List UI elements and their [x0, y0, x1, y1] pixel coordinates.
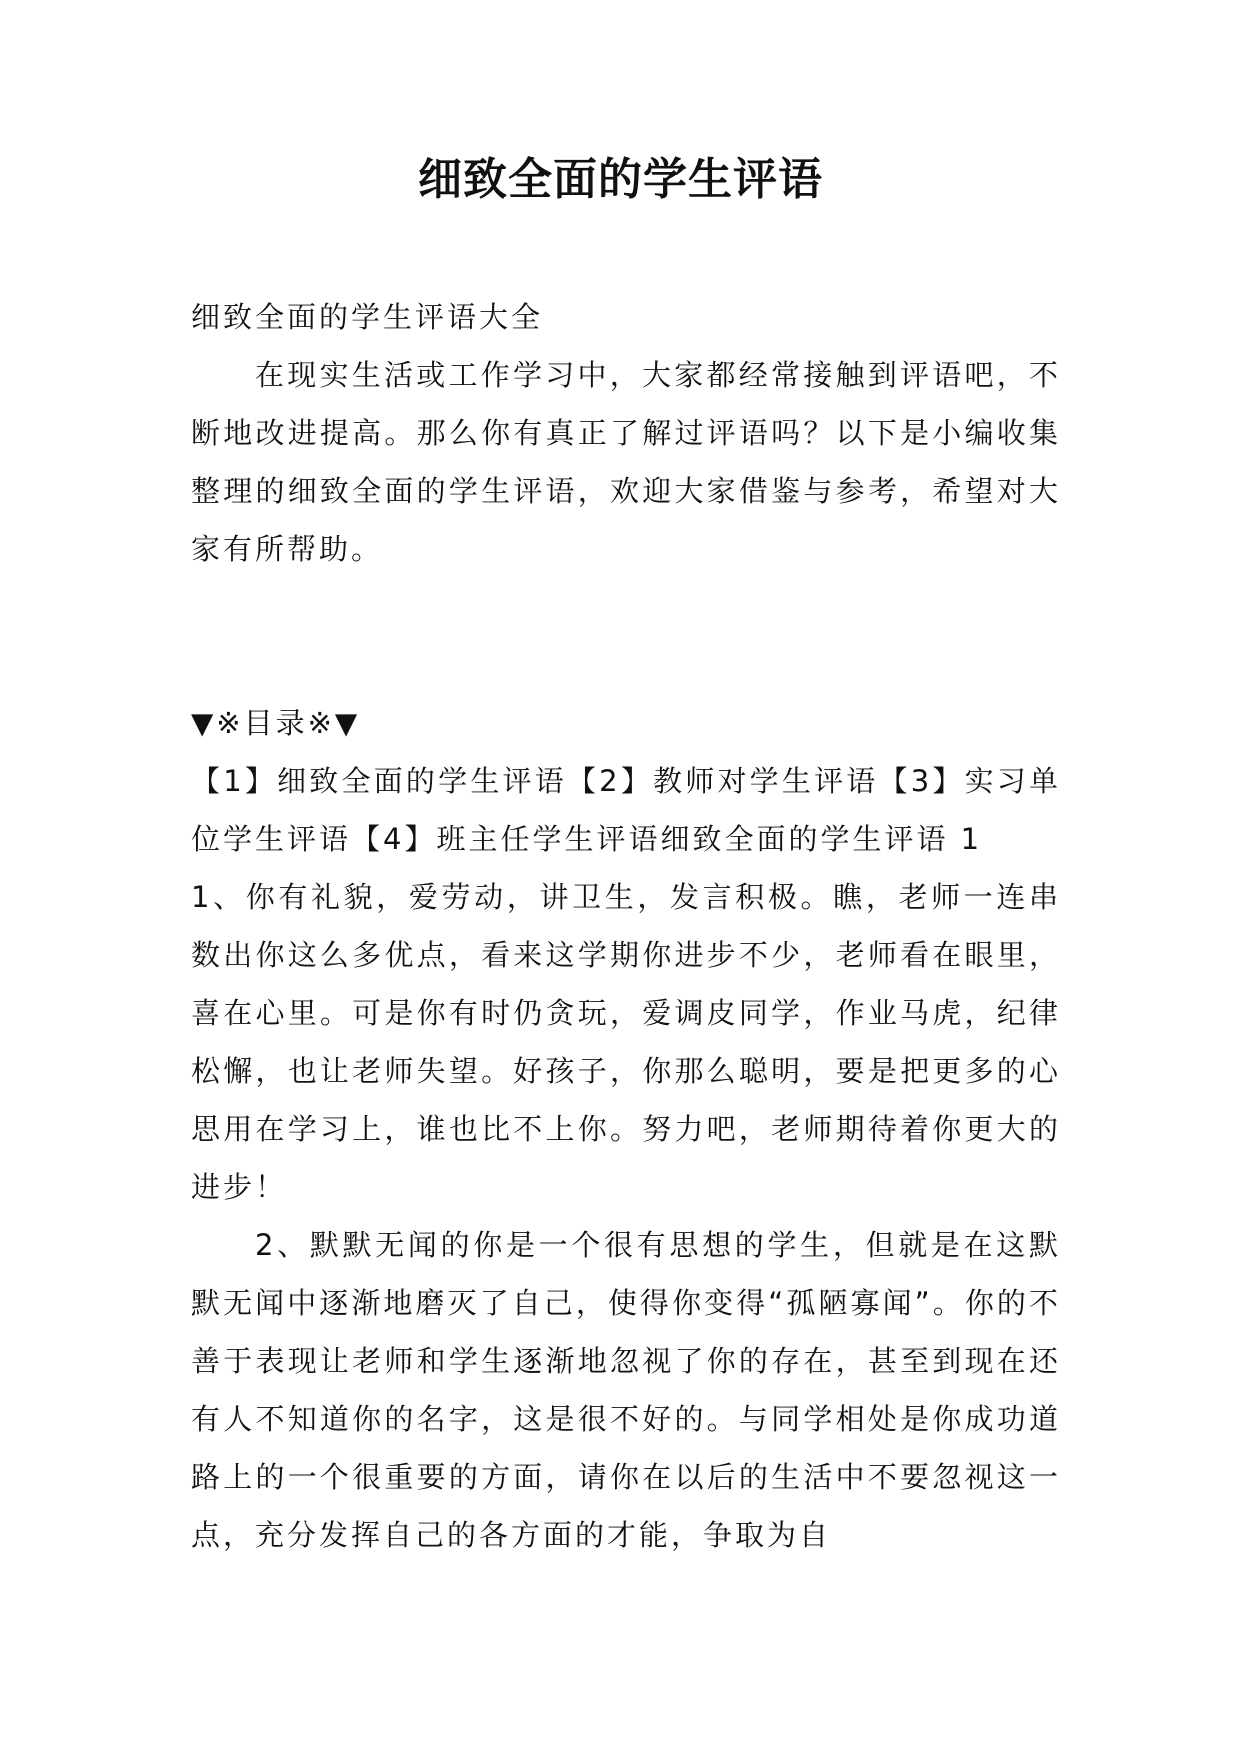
comment-paragraph-1: 1、你有礼貌，爱劳动，讲卫生，发言积极。瞧，老师一连串数出你这么多优点，看来这学期你进步不少，老师看在眼里，喜在心里。可是你有时仍贪玩，爱调皮同学，作业马虎，纪律松懈，也让老师失望。好孩子，你那么聪明，要是把更多的心思用在学习上，谁也比不上你。努力吧，老师期待着你更大的进步！	[191, 880, 1061, 1204]
intro-paragraph: 在现实生活或工作学习中，大家都经常接触到评语吧，不断地改进提高。那么你有真正了解过评语吗？以下是小编收集整理的细致全面的学生评语，欢迎大家借鉴与参考，希望对大家有所帮助。	[191, 358, 1061, 566]
toc-line: 【1】细致全面的学生评语【2】教师对学生评语【3】实习单位学生评语【4】班主任学生评语细致全面的学生评语 1	[191, 764, 1061, 856]
document-body	[191, 288, 1061, 1564]
paragraph-spacer	[191, 578, 1061, 694]
document-title: 细致全面的学生评语	[418, 154, 823, 205]
comment-paragraph-2: 2、默默无闻的你是一个很有思想的学生，但就是在这默默无闻中逐渐地磨灭了自己，使得你变得“孤陋寡闻”。你的不善于表现让老师和学生逐渐地忽视了你的存在，甚至到现在还有人不知道你的名字，这是很不好的。与同学相处是你成功道路上的一个很重要的方面，请你在以后的生活中不要忽视这一点，充分发挥自己的各方面的才能，争取为自	[191, 1228, 1061, 1552]
toc-heading: ▼※目录※▼	[191, 706, 361, 740]
document-subtitle: 细致全面的学生评语大全	[191, 300, 544, 334]
